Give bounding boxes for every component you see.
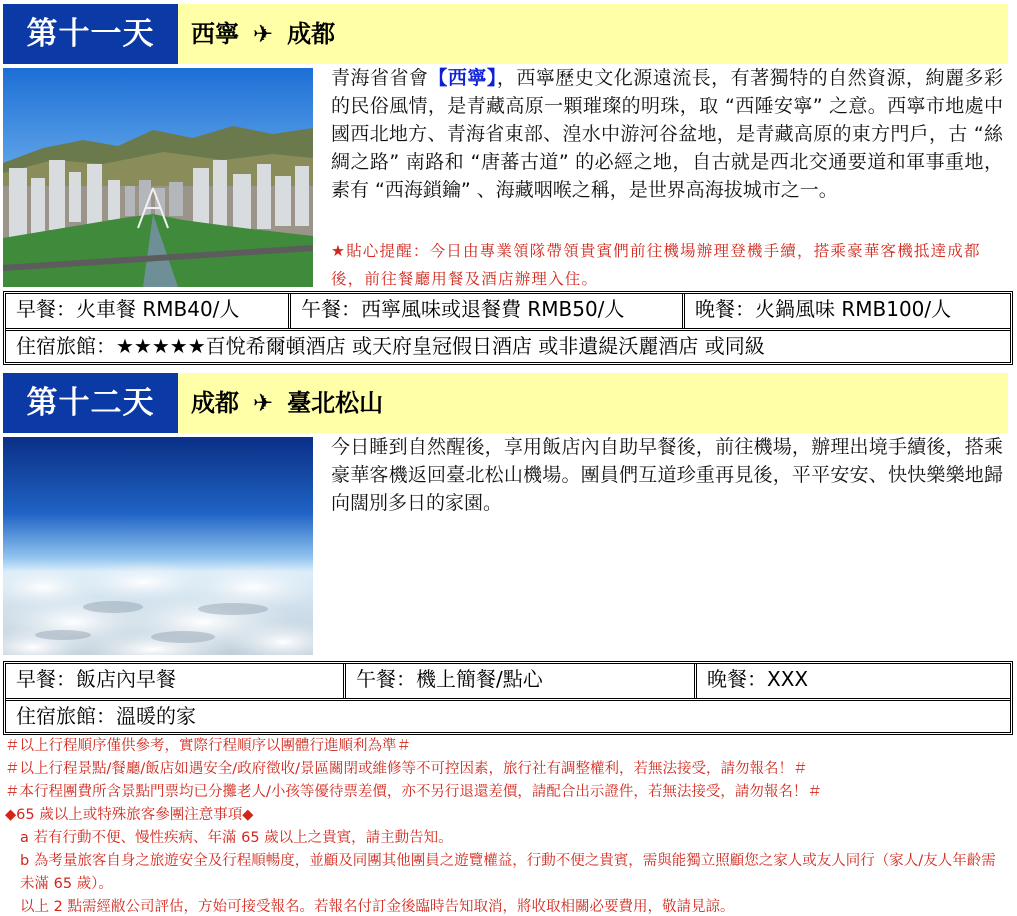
day12-route-from: 成都 xyxy=(191,389,239,417)
note-line: ＃以上行程順序僅供參考，實際行程順序以團體行進順利為準＃ xyxy=(5,738,411,754)
sea-of-clouds-photo xyxy=(3,437,313,655)
day12-meal-table xyxy=(3,661,1013,735)
notes-section xyxy=(5,735,1010,916)
note-line: ＃本行程團費所含景點門票均已分攤老人/小孩等優待票差價，亦不另行退還差價，請配合出示證件，若無法接受，請勿報名！＃ xyxy=(5,784,822,800)
note-line: ＃以上行程景點/餐廳/飯店如遇安全/政府徵收/景區關閉或維修等不可控因素，旅行社有調整權利，若無法接受，請勿報名！＃ xyxy=(5,761,808,777)
note-item-a: a 若有行動不便、慢性疾病、年滿 65 歲以上之貴賓，請主動告知。 xyxy=(20,830,453,846)
meal-row xyxy=(6,294,1010,328)
day12-label: 第十二天 xyxy=(3,373,178,433)
day11-description xyxy=(331,64,1003,204)
day11-header xyxy=(3,4,1008,64)
day12-header xyxy=(3,373,1008,433)
note-assessment: 以上 2 點需經敝公司評估，方始可接受報名。若報名付訂金後臨時告知取消，將收取相關必要費用，敬請見諒。 xyxy=(20,899,735,915)
dinner-cell: 晚餐：火鍋風味 RMB100/人 xyxy=(682,294,1010,328)
day11-route xyxy=(191,4,335,64)
hotel-row xyxy=(6,328,1010,362)
lunch-cell: 午餐：機上簡餐/點心 xyxy=(343,664,694,698)
note-item-b: b 為考量旅客自身之旅遊安全及行程順暢度，並顧及同團其他團員之遊覽權益，行動不便之貴賓，需與能獨立照顧您之家人或友人同行（家人/友人年齡需未滿 65 歲）。 xyxy=(20,853,996,892)
hotel-cell: 住宿旅館：★★★★★百悅希爾頓酒店 或天府皇冠假日酒店 或非遺緹沃麗酒店 或同級 xyxy=(16,334,765,358)
day12-route xyxy=(191,373,383,433)
day11-route-to: 成都 xyxy=(287,20,336,48)
day11-label: 第十一天 xyxy=(3,4,178,64)
day11-desc-text-rest: ，西寧歷史文化源遠流長，有著獨特的自然資源，絢麗多彩的民俗風情，是青藏高原一顆璀璨的明珠，取 “西陲安寧” 之意。西寧市地處中國西北地方、青海省東部、湟水中游河谷盆地，是青藏高原的東方門戶，古 “絲綢之路” 南路和 “唐蕃古道” 的必經之地，自古就是西北交通要道和軍事重地，素有 “西海鎖鑰” 、海藏咽喉之稱，是世界高海拔城市之一。 xyxy=(331,67,1003,201)
airplane-icon: ✈ xyxy=(253,20,274,48)
day11-meal-table xyxy=(3,291,1013,365)
hotel-cell: 住宿旅館：溫暖的家 xyxy=(16,704,196,728)
lunch-cell: 午餐：西寧風味或退餐費 RMB50/人 xyxy=(288,294,682,328)
hotel-row xyxy=(6,698,1010,732)
breakfast-cell: 早餐：飯店內早餐 xyxy=(16,667,176,691)
day12-description: 今日睡到自然醒後，享用飯店內自助早餐後，前往機場，辦理出境手續後，搭乘豪華客機返回臺北松山機場。團員們互道珍重再見後，平平安安、快快樂樂地歸向闊別多日的家園。 xyxy=(331,436,1003,514)
note-senior-heading: ◆65 歲以上或特殊旅客參團注意事項◆ xyxy=(5,807,254,823)
day11-desc-text: 青海省省會 xyxy=(331,67,429,89)
dinner-cell: 晚餐：XXX xyxy=(694,664,1010,698)
day11-route-from: 西寧 xyxy=(191,20,239,48)
day12-route-to: 臺北松山 xyxy=(287,389,384,417)
meal-row xyxy=(6,664,1010,698)
airplane-icon: ✈ xyxy=(253,389,274,417)
city-skyline-photo xyxy=(3,68,313,287)
xining-highlight: 【西寧】 xyxy=(428,67,497,89)
breakfast-cell: 早餐：火車餐 RMB40/人 xyxy=(16,297,240,321)
day11-tip: ★貼心提醒：今日由專業領隊帶領貴賓們前往機場辦理登機手續，搭乘豪華客機抵達成都後，前往餐廳用餐及酒店辦理入住。 xyxy=(331,242,981,288)
